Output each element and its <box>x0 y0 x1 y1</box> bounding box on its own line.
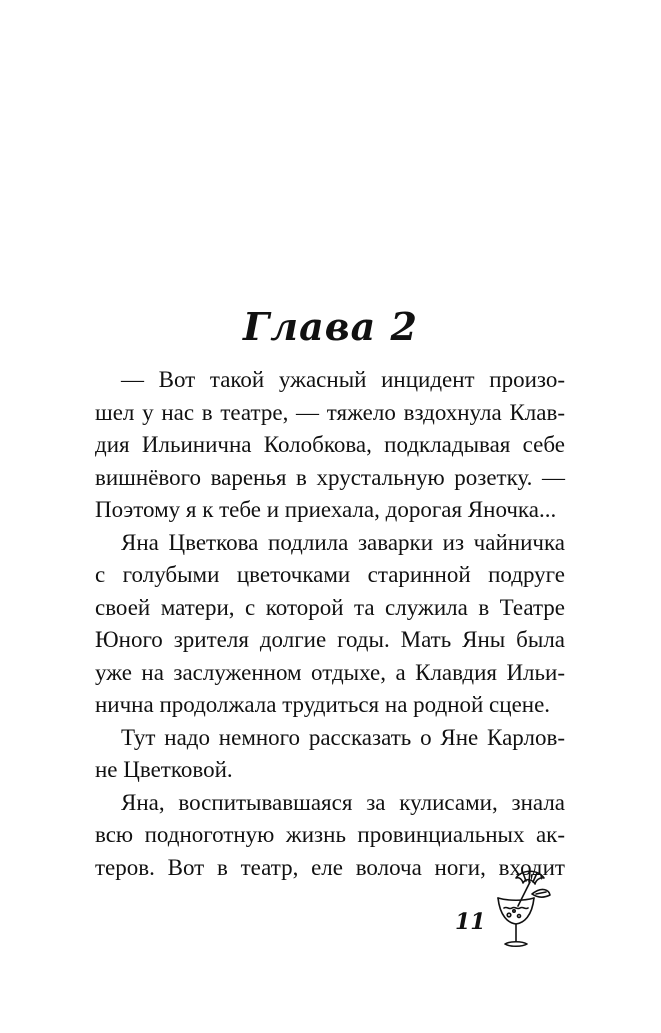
text-line: Тут надо немного рассказать о Яне Карлов- <box>121 724 565 750</box>
text-line: Юного зрителя долгие годы. Мать Яны была <box>95 627 565 652</box>
text-line: с голубыми цветочками старинной подруге <box>95 562 565 587</box>
text-line: — Вот такой ужасный инцидент произо- <box>121 367 565 392</box>
text-line: Яна Цветкова подлила заварки из чайничка <box>121 529 565 555</box>
chapter-body <box>95 364 565 884</box>
text-line: дия Ильинична Колобкова, подкладывая себе <box>95 432 565 457</box>
chapter-title: Глава 2 <box>243 304 418 349</box>
text-line: нична продолжала трудиться на родной сцене. <box>95 692 551 717</box>
text-line: шел у нас в театре, — тяжело вздохнула Клав- <box>95 399 565 425</box>
text-line: вишнёвого варенья в хрустальную розетку. — <box>95 464 565 490</box>
text-line: Яна, воспитывавшаяся за кулисами, знала <box>121 789 565 815</box>
text-line: всю подноготную жизнь провинциальных ак- <box>95 822 565 847</box>
text-line: уже на заслуженном отдыхе, а Клавдия Ильи- <box>95 659 565 685</box>
text-line: не Цветковой. <box>95 757 233 782</box>
page-number: 11 <box>455 909 486 935</box>
cocktail-glass-umbrella-icon <box>492 868 554 950</box>
text-line: своей матери, с которой та служила в Театре <box>95 594 565 620</box>
text-line: теров. Вот в театр, еле волоча ноги, входит <box>95 854 565 880</box>
text-line: Поэтому я к тебе и приехала, дорогая Яночка... <box>95 497 557 522</box>
